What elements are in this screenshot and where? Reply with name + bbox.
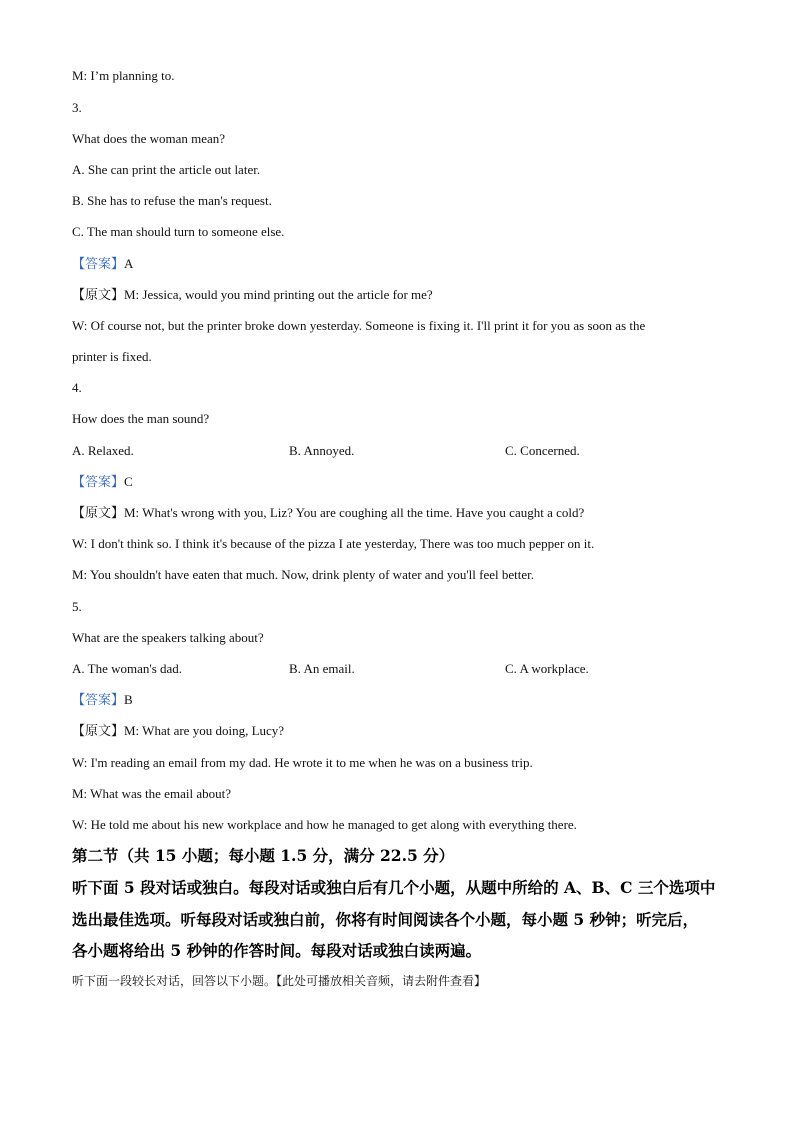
audio-note: 听下面一段较长对话，回答以下小题。【此处可播放相关音频，请去附件查看】 bbox=[72, 974, 487, 988]
dialogue-line: M: I’m planning to. bbox=[72, 68, 175, 83]
transcript-line: W: Of course not, but the printer broke down yesterday. Someone is fixing it. I'll print it for you as soon as the bbox=[72, 318, 646, 333]
option-c: C. Concerned. bbox=[505, 443, 580, 458]
transcript-line: 【原文】M: What are you doing, Lucy? bbox=[72, 723, 285, 738]
answer-tag: 【答案】 bbox=[72, 474, 125, 489]
question-text: How does the man sound? bbox=[72, 411, 210, 426]
option-a: A. The woman's dad. bbox=[72, 661, 183, 676]
transcript-line: W: I don't think so. I think it's because of the pizza I ate yesterday, There was too much pepper on it. bbox=[72, 536, 595, 551]
transcript-line: W: He told me about his new workplace and how he managed to get along with everything there. bbox=[72, 817, 577, 832]
option-a: A. She can print the article out later. bbox=[72, 162, 261, 177]
question-text: What are the speakers talking about? bbox=[72, 630, 264, 645]
answer-line bbox=[72, 692, 133, 708]
answer-value: A bbox=[124, 256, 134, 271]
question-number: 3. bbox=[72, 100, 82, 115]
option-row bbox=[72, 661, 672, 677]
option-a: A. Relaxed. bbox=[72, 443, 134, 458]
answer-tag: 【答案】 bbox=[72, 256, 125, 271]
answer-line bbox=[72, 474, 133, 490]
transcript-line: M: What was the email about? bbox=[72, 786, 231, 801]
option-b: B. Annoyed. bbox=[289, 443, 355, 458]
section-instruction: 选出最佳选项。听每段对话或独白前，你将有时间阅读各个小题，每小题 5 秒钟；听完后， bbox=[72, 910, 699, 929]
answer-line bbox=[72, 256, 133, 272]
transcript-line: M: You shouldn't have eaten that much. Now, drink plenty of water and you'll feel better. bbox=[72, 567, 534, 582]
section-title: 第二节（共 15 小题；每小题 1.5 分，满分 22.5 分） bbox=[72, 846, 455, 865]
answer-tag: 【答案】 bbox=[72, 692, 125, 707]
question-number: 4. bbox=[72, 380, 82, 395]
option-b: B. She has to refuse the man's request. bbox=[72, 193, 272, 208]
transcript-line: W: I'm reading an email from my dad. He wrote it to me when he was on a business trip. bbox=[72, 755, 533, 770]
option-row bbox=[72, 443, 672, 459]
answer-value: C bbox=[124, 474, 133, 489]
transcript-line: 【原文】M: What's wrong with you, Liz? You are coughing all the time. Have you caught a cold? bbox=[72, 505, 585, 520]
question-text: What does the woman mean? bbox=[72, 131, 226, 146]
question-number: 5. bbox=[72, 599, 82, 614]
answer-value: B bbox=[124, 692, 133, 707]
section-instruction: 听下面 5 段对话或独白。每段对话或独白后有几个小题，从题中所给的 A、B、C 三个选项中 bbox=[72, 878, 716, 897]
option-b: B. An email. bbox=[289, 661, 355, 676]
option-c: C. A workplace. bbox=[505, 661, 589, 676]
transcript-line: printer is fixed. bbox=[72, 349, 152, 364]
transcript-line: 【原文】M: Jessica, would you mind printing out the article for me? bbox=[72, 287, 433, 302]
option-c: C. The man should turn to someone else. bbox=[72, 224, 285, 239]
section-instruction: 各小题将给出 5 秒钟的作答时间。每段对话或独白读两遍。 bbox=[72, 941, 482, 960]
